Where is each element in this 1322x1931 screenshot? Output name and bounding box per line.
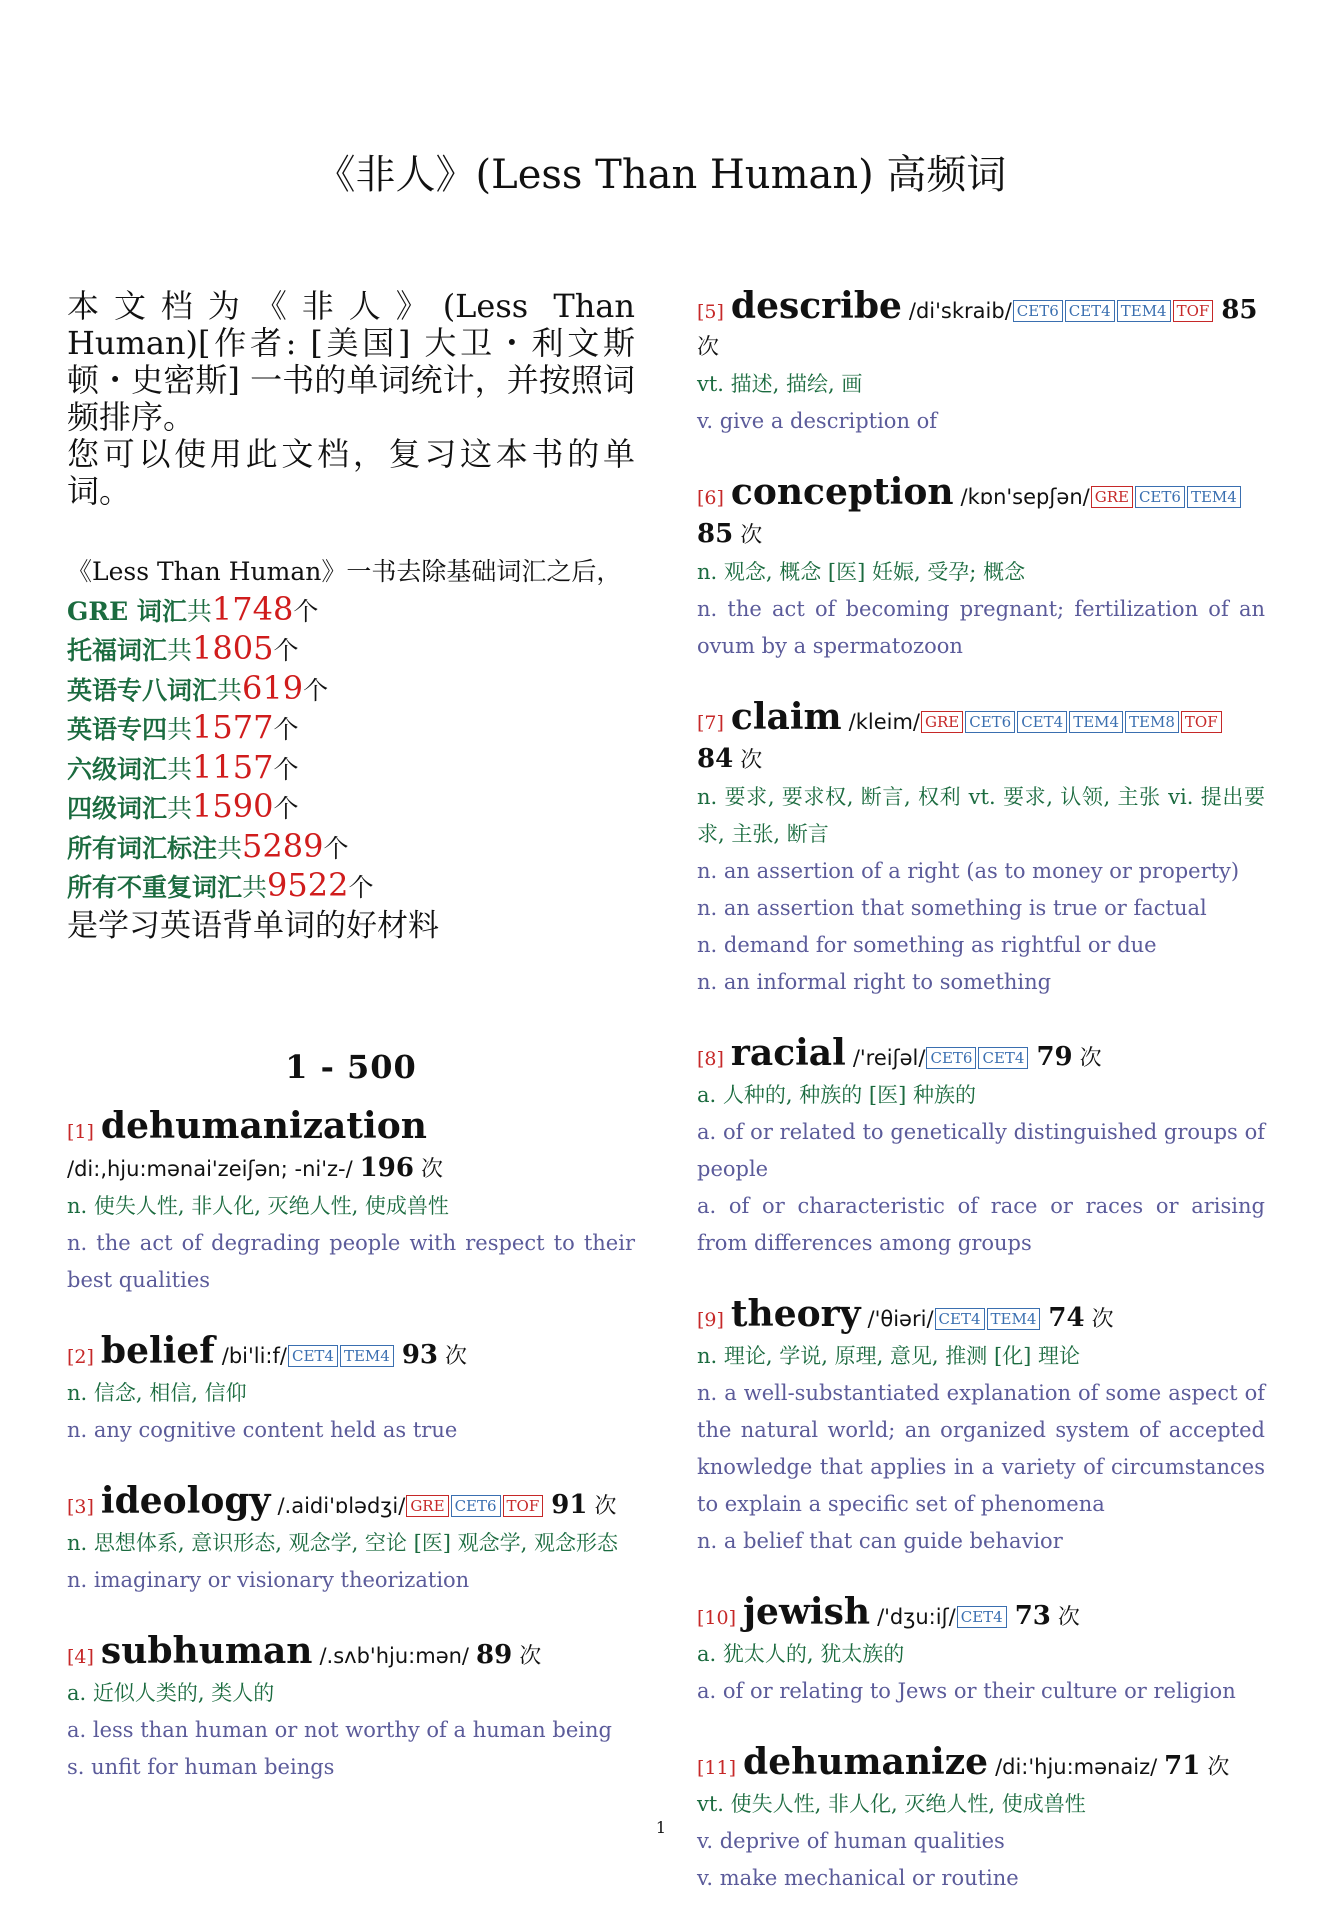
word-entry xyxy=(697,1032,1265,1262)
stat-label: 六级词汇 xyxy=(67,754,168,784)
count-unit: 次 xyxy=(740,748,763,773)
entry-count: 91 xyxy=(551,1489,588,1520)
exam-tag: CET6 xyxy=(1135,486,1185,508)
entries-left xyxy=(67,1104,635,1786)
exam-tag: CET4 xyxy=(957,1606,1007,1628)
count-unit: 次 xyxy=(1207,1755,1230,1780)
english-definition: a. less than human or not worthy of a human being xyxy=(67,1717,612,1742)
entry-header xyxy=(67,1329,635,1375)
entry-word: jewish xyxy=(743,1591,871,1633)
stat-line xyxy=(67,630,635,670)
stat-unit: 个 xyxy=(273,636,299,665)
entry-count: 74 xyxy=(1048,1303,1085,1333)
stat-line xyxy=(67,591,635,631)
entry-count: 85 xyxy=(697,519,734,549)
entry-word: claim xyxy=(730,696,842,738)
stat-line xyxy=(67,867,635,907)
count-unit: 次 xyxy=(420,1156,443,1182)
english-definition: a. of or related to genetically distinguished groups of people xyxy=(697,1120,1265,1181)
stat-unit: 个 xyxy=(348,873,374,902)
intro-paragraph-1: 本文档为《非人》(Less Than Human)[作者: [美国] 大卫・利文斯顿・史密斯] 一书的单词统计，并按照词频排序。 xyxy=(67,287,635,436)
entry-header xyxy=(697,696,1265,779)
entry-word: ideology xyxy=(100,1479,271,1522)
stat-unit: 个 xyxy=(293,596,319,626)
stat-count: 1577 xyxy=(192,708,274,746)
entry-word: racial xyxy=(730,1032,846,1074)
entry-header xyxy=(67,1104,635,1188)
entry-index: [10] xyxy=(697,1607,737,1629)
word-entry xyxy=(67,1104,635,1299)
stat-line xyxy=(67,709,635,749)
entry-count: 85 xyxy=(1221,295,1258,325)
chinese-definition: n. 信念, 相信, 信仰 xyxy=(67,1380,247,1405)
english-definition: n. a well-substantiated explanation of some aspect of the natural world; an organized system of accepted knowledge that applies in a variety of circumstances to explain a specific set of phenomena xyxy=(697,1381,1265,1516)
entry-index: [2] xyxy=(67,1345,94,1368)
stat-label: 四级词汇 xyxy=(67,794,168,823)
exam-tag: CET4 xyxy=(1065,300,1115,322)
count-unit: 次 xyxy=(1079,1046,1102,1071)
word-entry xyxy=(67,1329,635,1449)
word-entry xyxy=(67,1629,635,1786)
entry-count: 79 xyxy=(1036,1042,1073,1072)
entry-count: 84 xyxy=(697,744,734,774)
english-definition: n. a belief that can guide behavior xyxy=(697,1529,1063,1553)
stat-gong: 共 xyxy=(217,675,243,705)
english-definition: n. the act of becoming pregnant; fertilization of an ovum by a spermatozoon xyxy=(697,597,1265,658)
exam-tag: TEM4 xyxy=(1117,300,1171,322)
exam-tag: TOF xyxy=(1173,300,1214,322)
stat-count: 9522 xyxy=(267,866,349,904)
entry-word: theory xyxy=(730,1293,861,1335)
stat-unit: 个 xyxy=(273,754,299,784)
entry-phonetic: /.aidi'ɒlədʒi/ xyxy=(277,1493,406,1518)
entry-index: [5] xyxy=(697,301,724,323)
entry-phonetic: /di:'hju:mənaiz/ xyxy=(995,1755,1158,1779)
stat-gong: 共 xyxy=(167,794,193,823)
stat-gong: 共 xyxy=(217,833,243,863)
english-definition: n. imaginary or visionary theorization xyxy=(67,1567,470,1592)
entry-phonetic: /bi'li:f/ xyxy=(221,1343,287,1368)
english-definition: n. an assertion of a right (as to money or property) xyxy=(697,859,1240,883)
entry-phonetic: /kleim/ xyxy=(848,710,920,734)
english-definition: n. an informal right to something xyxy=(697,970,1052,994)
entry-word: subhuman xyxy=(100,1629,313,1672)
stat-count: 1805 xyxy=(192,629,274,667)
exam-tag: TOF xyxy=(1181,711,1222,733)
word-entry xyxy=(67,1479,635,1599)
entry-count: 93 xyxy=(401,1339,439,1370)
exam-tag: CET4 xyxy=(935,1308,985,1330)
entry-count: 71 xyxy=(1164,1751,1201,1781)
english-definition: n. the act of degrading people with respect to their best qualities xyxy=(67,1230,635,1292)
english-definition: n. demand for something as rightful or due xyxy=(697,933,1157,957)
chinese-definition: n. 使失人性, 非人化, 灭绝人性, 使成兽性 xyxy=(67,1193,449,1218)
stat-count: 1748 xyxy=(211,589,294,628)
stats-list xyxy=(67,591,635,907)
english-definition: v. deprive of human qualities xyxy=(697,1829,1005,1853)
stat-unit: 个 xyxy=(323,833,349,863)
entry-phonetic: /'dʒu:iʃ/ xyxy=(877,1605,956,1629)
entry-phonetic: /'θiəri/ xyxy=(867,1307,934,1331)
entry-phonetic: /kɒn'sepʃən/ xyxy=(960,485,1090,509)
stat-gong: 共 xyxy=(167,715,193,744)
entry-phonetic: /'reiʃəl/ xyxy=(852,1046,926,1070)
stat-label: 所有不重复词汇 xyxy=(67,873,243,902)
entry-word: belief xyxy=(100,1329,215,1372)
stats-intro-line: 《Less Than Human》一书去除基础词汇之后， xyxy=(67,557,622,586)
stat-line xyxy=(67,670,635,710)
count-unit: 次 xyxy=(697,335,720,360)
entry-count: 89 xyxy=(476,1639,513,1670)
exam-tag: CET4 xyxy=(978,1047,1028,1069)
stat-count: 1157 xyxy=(192,747,274,786)
stat-label: 所有词汇标注 xyxy=(67,833,218,863)
word-entry xyxy=(697,696,1265,1001)
exam-tag: TEM4 xyxy=(1069,711,1123,733)
entry-index: [6] xyxy=(697,487,724,509)
chinese-definition: n. 要求, 要求权, 断言, 权利 vt. 要求, 认领, 主张 vi. 提出要求, 主张, 断言 xyxy=(697,785,1265,846)
count-unit: 次 xyxy=(519,1643,542,1669)
entry-index: [7] xyxy=(697,712,724,734)
left-column xyxy=(67,288,635,1820)
stat-label: 英语专八词汇 xyxy=(67,675,218,705)
range-heading: 1 - 500 xyxy=(285,1047,417,1086)
entry-index: [3] xyxy=(67,1495,94,1518)
entry-word: dehumanization xyxy=(100,1104,427,1147)
chinese-definition: a. 犹太人的, 犹太族的 xyxy=(697,1642,905,1666)
chinese-definition: vt. 描述, 描绘, 画 xyxy=(697,372,863,396)
english-definition: v. make mechanical or routine xyxy=(697,1866,1019,1890)
english-definition: a. of or characteristic of race or races or arising from differences among groups xyxy=(697,1194,1265,1255)
chinese-definition: a. 近似人类的, 类人的 xyxy=(67,1680,275,1705)
exam-tag: GRE xyxy=(1091,486,1133,508)
entries-right xyxy=(697,285,1265,1897)
entry-header xyxy=(67,1629,635,1675)
entry-phonetic: /di:,hju:mənai'zeiʃən; -ni'z-/ xyxy=(67,1156,353,1181)
exam-tag: GRE xyxy=(406,1495,448,1517)
chinese-definition: a. 人种的, 种族的 [医] 种族的 xyxy=(697,1083,976,1107)
stat-unit: 个 xyxy=(273,715,299,744)
entry-index: [4] xyxy=(67,1645,94,1668)
stat-line xyxy=(67,788,635,828)
page-title: 《非人》(Less Than Human) 高频词 xyxy=(315,152,1007,198)
chinese-definition: n. 理论, 学说, 原理, 意见, 推测 [化] 理论 xyxy=(697,1344,1081,1368)
entry-header xyxy=(67,1479,635,1525)
exam-tag: CET6 xyxy=(965,711,1015,733)
exam-tag: TEM4 xyxy=(987,1308,1041,1330)
chinese-definition: n. 观念, 概念 [医] 妊娠, 受孕; 概念 xyxy=(697,560,1026,584)
count-unit: 次 xyxy=(740,523,763,548)
stat-label: 英语专四 xyxy=(67,715,168,744)
exam-tag: CET4 xyxy=(288,1345,338,1367)
count-unit: 次 xyxy=(594,1493,617,1519)
exam-tag: CET6 xyxy=(926,1047,976,1069)
exam-tag: TEM4 xyxy=(1187,486,1241,508)
page-number: 1 xyxy=(655,1818,667,1837)
chinese-definition: n. 思想体系, 意识形态, 观念学, 空论 [医] 观念学, 观念形态 xyxy=(67,1530,619,1555)
entry-count: 196 xyxy=(359,1152,414,1183)
stats-block xyxy=(67,554,635,945)
exam-tag: CET6 xyxy=(1013,300,1063,322)
exam-tag: TEM4 xyxy=(340,1345,394,1367)
english-definition: n. an assertion that something is true or factual xyxy=(697,896,1207,920)
entry-header xyxy=(697,285,1265,366)
stat-count: 1590 xyxy=(192,787,274,825)
count-unit: 次 xyxy=(1057,1605,1080,1630)
entry-header xyxy=(697,1741,1265,1786)
stat-unit: 个 xyxy=(303,675,329,705)
entry-header xyxy=(697,1032,1265,1077)
stat-line xyxy=(67,749,635,789)
stat-gong: 共 xyxy=(186,596,212,626)
entry-index: [8] xyxy=(697,1048,724,1070)
exam-tag: GRE xyxy=(921,711,963,733)
entry-header xyxy=(697,471,1265,554)
count-unit: 次 xyxy=(445,1343,468,1369)
stat-count: 619 xyxy=(242,668,304,707)
word-entry xyxy=(697,471,1265,665)
stat-line xyxy=(67,828,635,868)
word-entry xyxy=(697,285,1265,440)
word-entry xyxy=(697,1293,1265,1560)
word-entry xyxy=(697,1591,1265,1710)
intro-paragraph-2: 您可以使用此文档，复习这本书的单词。 xyxy=(67,435,635,510)
chinese-definition: vt. 使失人性, 非人化, 灭绝人性, 使成兽性 xyxy=(697,1792,1086,1816)
right-column xyxy=(697,285,1265,1931)
entry-header xyxy=(697,1293,1265,1338)
entry-phonetic: /di'skraib/ xyxy=(908,299,1012,323)
english-definition: v. give a description of xyxy=(697,409,938,433)
entry-index: [1] xyxy=(67,1120,94,1143)
entry-index: [9] xyxy=(697,1309,724,1331)
entry-count: 73 xyxy=(1014,1601,1051,1631)
stat-label: 托福词汇 xyxy=(67,636,168,665)
exam-tag: TOF xyxy=(503,1495,544,1517)
stat-gong: 共 xyxy=(167,636,193,665)
exam-tag: CET4 xyxy=(1017,711,1067,733)
english-definition: n. any cognitive content held as true xyxy=(67,1417,458,1442)
intro xyxy=(67,288,635,510)
english-definition: s. unfit for human beings xyxy=(67,1754,335,1779)
stat-label: GRE 词汇 xyxy=(67,596,187,626)
entry-header xyxy=(697,1591,1265,1636)
exam-tag: TEM8 xyxy=(1125,711,1179,733)
stat-count: 5289 xyxy=(242,826,324,865)
stat-unit: 个 xyxy=(273,794,299,823)
entry-index: [11] xyxy=(697,1757,737,1779)
entry-word: dehumanize xyxy=(743,1741,989,1783)
stats-closing: 是学习英语背单词的好材料 xyxy=(67,907,439,944)
entry-phonetic: /.sʌb'hju:mən/ xyxy=(319,1643,469,1668)
entry-word: conception xyxy=(730,471,954,513)
entry-word: describe xyxy=(730,285,902,327)
english-definition: a. of or relating to Jews or their culture or religion xyxy=(697,1679,1236,1703)
count-unit: 次 xyxy=(1091,1307,1114,1332)
stat-gong: 共 xyxy=(242,873,268,902)
exam-tag: CET6 xyxy=(451,1495,501,1517)
stat-gong: 共 xyxy=(167,754,193,784)
